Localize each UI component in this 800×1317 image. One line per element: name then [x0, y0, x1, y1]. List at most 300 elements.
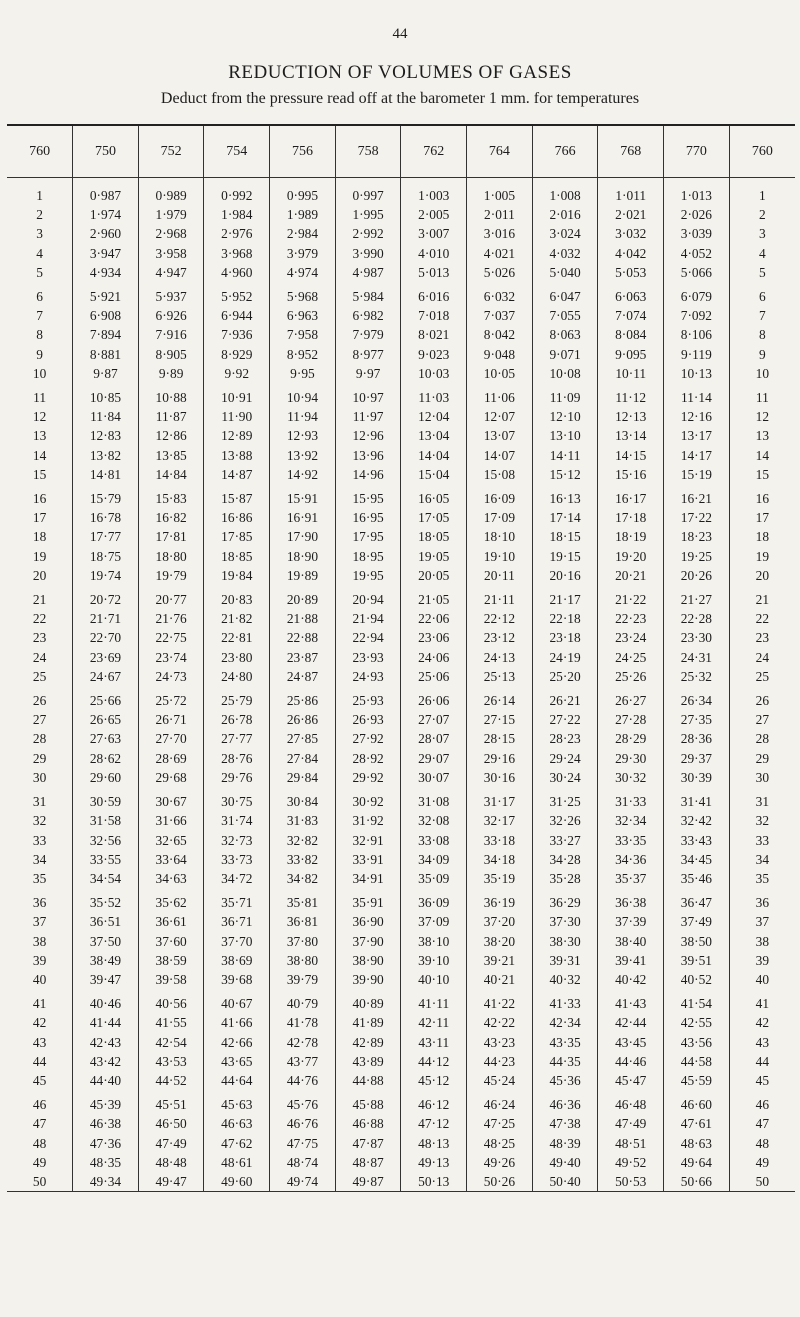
table-cell: 20·26: [664, 566, 730, 585]
table-cell: 8·929: [204, 345, 270, 364]
table-cell: 2·984: [270, 224, 336, 243]
table-row: [7, 729, 795, 748]
row-label-cell: 28: [729, 729, 795, 748]
table-cell: 23·93: [335, 648, 401, 667]
table-cell: 19·95: [335, 566, 401, 585]
table-cell: 41·22: [467, 989, 533, 1013]
table-cell: 44·23: [467, 1052, 533, 1071]
table-cell: 21·76: [138, 609, 204, 628]
table-cell: 23·12: [467, 628, 533, 647]
table-cell: 34·63: [138, 869, 204, 888]
table-cell: 40·42: [598, 970, 664, 989]
table-cell: 39·79: [270, 970, 336, 989]
row-label-cell: 37: [729, 912, 795, 931]
table-row: [7, 787, 795, 811]
table-cell: 30·39: [664, 768, 730, 787]
table-cell: 17·22: [664, 508, 730, 527]
row-label-cell: 42: [32, 1015, 47, 1031]
table-cell: 35·71: [204, 888, 270, 912]
table-cell: 45·76: [270, 1090, 336, 1114]
row-label-cell: 50: [729, 1172, 795, 1192]
table-cell: 20·05: [401, 566, 467, 585]
table-cell: 17·09: [467, 508, 533, 527]
table-cell: 50·53: [598, 1172, 664, 1192]
table-cell: 19·20: [598, 547, 664, 566]
table-cell: 19·74: [73, 566, 139, 585]
table-cell: 47·61: [664, 1114, 730, 1133]
table-cell: 16·95: [335, 508, 401, 527]
row-label-cell: 13: [729, 426, 795, 445]
page-number: 44: [392, 26, 408, 42]
table-cell: 29·92: [335, 768, 401, 787]
table-cell: 24·13: [467, 648, 533, 667]
table-cell: 15·12: [532, 465, 598, 484]
table-cell: 22·12: [467, 609, 533, 628]
column-header: 768: [598, 125, 664, 178]
row-label-cell: 7: [36, 308, 43, 324]
table-cell: 47·25: [467, 1114, 533, 1133]
table-cell: 34·54: [73, 869, 139, 888]
row-label-cell: 16: [32, 491, 47, 507]
table-cell: 36·19: [467, 888, 533, 912]
table-cell: 32·65: [138, 831, 204, 850]
table-cell: 23·74: [138, 648, 204, 667]
table-cell: 31·74: [204, 811, 270, 830]
table-cell: 6·963: [270, 306, 336, 325]
column-header: 752: [138, 125, 204, 178]
table-row: [7, 951, 795, 970]
column-header: 756: [270, 125, 336, 178]
table-cell: 2·960: [73, 224, 139, 243]
table-cell: 43·35: [532, 1033, 598, 1052]
table-cell: 8·977: [335, 345, 401, 364]
table-cell: 7·074: [598, 306, 664, 325]
table-cell: 39·58: [138, 970, 204, 989]
table-cell: 46·48: [598, 1090, 664, 1114]
row-label-cell: 33: [729, 831, 795, 850]
table-cell: 11·06: [467, 383, 533, 407]
table-cell: 19·84: [204, 566, 270, 585]
table-cell: 2·021: [598, 205, 664, 224]
table-cell: 6·032: [467, 282, 533, 306]
table-cell: 32·91: [335, 831, 401, 850]
row-label-cell: 3: [36, 226, 43, 242]
table-cell: 24·67: [73, 667, 139, 686]
table-cell: 27·28: [598, 710, 664, 729]
header-row: [7, 125, 795, 178]
table-cell: 41·33: [532, 989, 598, 1013]
row-label-cell: 2: [36, 207, 43, 223]
row-label-cell: 6: [36, 289, 43, 305]
table-cell: 35·37: [598, 869, 664, 888]
table-cell: 20·11: [467, 566, 533, 585]
table-cell: 28·92: [335, 749, 401, 768]
table-cell: 0·997: [335, 178, 401, 206]
table-cell: 10·97: [335, 383, 401, 407]
table-cell: 19·10: [467, 547, 533, 566]
row-label-cell: 1: [729, 178, 795, 206]
table-cell: 12·89: [204, 426, 270, 445]
table-cell: 49·64: [664, 1153, 730, 1172]
table-cell: 48·63: [664, 1134, 730, 1153]
table-row: [7, 263, 795, 282]
table-cell: 8·881: [73, 345, 139, 364]
row-label-cell: 29: [32, 750, 47, 766]
table-cell: 9·095: [598, 345, 664, 364]
table-cell: 9·89: [138, 364, 204, 383]
table-cell: 14·87: [204, 465, 270, 484]
table-cell: 2·968: [138, 224, 204, 243]
table-cell: 18·05: [401, 527, 467, 546]
table-cell: 16·91: [270, 508, 336, 527]
table-row: [7, 1033, 795, 1052]
table-cell: 39·47: [73, 970, 139, 989]
table-cell: 4·947: [138, 263, 204, 282]
row-label-cell: 16: [729, 484, 795, 508]
table-cell: 36·47: [664, 888, 730, 912]
table-cell: 47·62: [204, 1134, 270, 1153]
table-cell: 22·75: [138, 628, 204, 647]
table-cell: 38·20: [467, 932, 533, 951]
table-cell: 15·08: [467, 465, 533, 484]
table-cell: 35·81: [270, 888, 336, 912]
table-row: [7, 667, 795, 686]
table-cell: 43·11: [401, 1033, 467, 1052]
table-cell: 1·011: [598, 178, 664, 206]
table-cell: 27·63: [73, 729, 139, 748]
table-cell: 16·21: [664, 484, 730, 508]
table-cell: 48·51: [598, 1134, 664, 1153]
column-header: 760: [7, 125, 73, 178]
table-row: [7, 1134, 795, 1153]
table-cell: 38·90: [335, 951, 401, 970]
table-cell: 15·95: [335, 484, 401, 508]
table-cell: 43·42: [73, 1052, 139, 1071]
table-cell: 3·968: [204, 244, 270, 263]
table-cell: 35·19: [467, 869, 533, 888]
table-cell: 18·85: [204, 547, 270, 566]
table-cell: 11·87: [138, 407, 204, 426]
table-cell: 3·947: [73, 244, 139, 263]
table-cell: 14·07: [467, 446, 533, 465]
table-cell: 30·24: [532, 768, 598, 787]
table-cell: 1·003: [401, 178, 467, 206]
table-cell: 10·94: [270, 383, 336, 407]
row-label-cell: 37: [32, 914, 47, 930]
table-cell: 22·70: [73, 628, 139, 647]
table-cell: 48·39: [532, 1134, 598, 1153]
table-cell: 12·93: [270, 426, 336, 445]
table-cell: 49·60: [204, 1172, 270, 1192]
table-cell: 33·73: [204, 850, 270, 869]
table-cell: 11·12: [598, 383, 664, 407]
table-cell: 46·88: [335, 1114, 401, 1133]
table-cell: 8·905: [138, 345, 204, 364]
table-cell: 14·11: [532, 446, 598, 465]
table-row: [7, 850, 795, 869]
table-cell: 5·952: [204, 282, 270, 306]
row-label-cell: 28: [32, 731, 47, 747]
table-cell: 39·31: [532, 951, 598, 970]
table-cell: 21·82: [204, 609, 270, 628]
table-cell: 11·90: [204, 407, 270, 426]
table-row: [7, 527, 795, 546]
table-header: [7, 125, 795, 178]
row-label-cell: 10: [729, 364, 795, 383]
reduction-table: [7, 124, 795, 1192]
table-cell: 29·37: [664, 749, 730, 768]
table-row: [7, 345, 795, 364]
table-cell: 18·80: [138, 547, 204, 566]
table-row: [7, 831, 795, 850]
row-label-cell: 44: [729, 1052, 795, 1071]
row-label-cell: 17: [729, 508, 795, 527]
table-cell: 45·51: [138, 1090, 204, 1114]
table-cell: 11·97: [335, 407, 401, 426]
table-cell: 25·13: [467, 667, 533, 686]
table-cell: 28·23: [532, 729, 598, 748]
table-cell: 37·90: [335, 932, 401, 951]
table-cell: 19·79: [138, 566, 204, 585]
table-cell: 24·19: [532, 648, 598, 667]
table-cell: 26·71: [138, 710, 204, 729]
table-cell: 46·50: [138, 1114, 204, 1133]
table-cell: 1·984: [204, 205, 270, 224]
column-header: 760: [729, 125, 795, 178]
table-cell: 7·979: [335, 325, 401, 344]
row-label-cell: 30: [32, 769, 47, 785]
table-cell: 23·06: [401, 628, 467, 647]
table-cell: 47·12: [401, 1114, 467, 1133]
table-cell: 41·11: [401, 989, 467, 1013]
row-label-cell: 21: [32, 592, 47, 608]
table-cell: 5·040: [532, 263, 598, 282]
row-label-cell: 10: [32, 365, 47, 381]
table-cell: 43·23: [467, 1033, 533, 1052]
table-cell: 44·76: [270, 1071, 336, 1090]
table-cell: 30·07: [401, 768, 467, 787]
table-cell: 21·22: [598, 585, 664, 609]
table-cell: 31·66: [138, 811, 204, 830]
table-cell: 14·04: [401, 446, 467, 465]
table-cell: 23·30: [664, 628, 730, 647]
table-cell: 14·96: [335, 465, 401, 484]
table-cell: 16·82: [138, 508, 204, 527]
table-cell: 34·45: [664, 850, 730, 869]
row-label-cell: 7: [729, 306, 795, 325]
row-label-cell: 3: [729, 224, 795, 243]
table-cell: 20·77: [138, 585, 204, 609]
table-cell: 5·026: [467, 263, 533, 282]
table-cell: 10·91: [204, 383, 270, 407]
table-cell: 1·005: [467, 178, 533, 206]
row-label-cell: 49: [729, 1153, 795, 1172]
table-cell: 49·52: [598, 1153, 664, 1172]
table-cell: 16·17: [598, 484, 664, 508]
table-row: [7, 609, 795, 628]
table-cell: 22·23: [598, 609, 664, 628]
row-label-cell: 42: [729, 1013, 795, 1032]
table-row: [7, 306, 795, 325]
table-cell: 7·936: [204, 325, 270, 344]
table-cell: 11·84: [73, 407, 139, 426]
table-cell: 42·78: [270, 1033, 336, 1052]
table-cell: 46·60: [664, 1090, 730, 1114]
table-cell: 18·19: [598, 527, 664, 546]
table-cell: 18·23: [664, 527, 730, 546]
table-cell: 10·05: [467, 364, 533, 383]
table-cell: 49·74: [270, 1172, 336, 1192]
table-cell: 30·92: [335, 787, 401, 811]
table-cell: 30·16: [467, 768, 533, 787]
table-cell: 33·35: [598, 831, 664, 850]
table-cell: 20·16: [532, 566, 598, 585]
table-cell: 24·06: [401, 648, 467, 667]
row-label-cell: 5: [729, 263, 795, 282]
table-cell: 13·92: [270, 446, 336, 465]
table-cell: 44·12: [401, 1052, 467, 1071]
table-cell: 15·83: [138, 484, 204, 508]
table-cell: 34·09: [401, 850, 467, 869]
table-cell: 11·03: [401, 383, 467, 407]
row-label-cell: 40: [729, 970, 795, 989]
table-cell: 44·46: [598, 1052, 664, 1071]
table-cell: 13·04: [401, 426, 467, 445]
table-row: [7, 446, 795, 465]
table-cell: 49·87: [335, 1172, 401, 1192]
table-cell: 29·07: [401, 749, 467, 768]
table-cell: 3·958: [138, 244, 204, 263]
table-cell: 30·67: [138, 787, 204, 811]
table-cell: 25·20: [532, 667, 598, 686]
table-cell: 26·14: [467, 686, 533, 710]
row-label-cell: 47: [729, 1114, 795, 1133]
table-cell: 32·26: [532, 811, 598, 830]
table-cell: 4·042: [598, 244, 664, 263]
row-label-cell: 48: [32, 1135, 47, 1151]
table-cell: 9·071: [532, 345, 598, 364]
table-cell: 18·75: [73, 547, 139, 566]
table-cell: 40·89: [335, 989, 401, 1013]
table-cell: 39·21: [467, 951, 533, 970]
table-cell: 43·45: [598, 1033, 664, 1052]
row-label-cell: 20: [32, 567, 47, 583]
table-cell: 6·079: [664, 282, 730, 306]
table-cell: 3·016: [467, 224, 533, 243]
table-row: [7, 407, 795, 426]
table-cell: 21·05: [401, 585, 467, 609]
table-cell: 1·995: [335, 205, 401, 224]
table-cell: 16·86: [204, 508, 270, 527]
table-cell: 15·16: [598, 465, 664, 484]
table-cell: 47·49: [138, 1134, 204, 1153]
table-cell: 28·62: [73, 749, 139, 768]
table-cell: 40·52: [664, 970, 730, 989]
table-cell: 36·90: [335, 912, 401, 931]
row-label-cell: 41: [729, 989, 795, 1013]
table-row: [7, 508, 795, 527]
table-cell: 4·960: [204, 263, 270, 282]
table-cell: 48·25: [467, 1134, 533, 1153]
row-label-cell: 14: [729, 446, 795, 465]
table-cell: 10·88: [138, 383, 204, 407]
table-cell: 17·18: [598, 508, 664, 527]
table-cell: 44·58: [664, 1052, 730, 1071]
table-row: [7, 989, 795, 1013]
table-cell: 6·047: [532, 282, 598, 306]
table-cell: 27·77: [204, 729, 270, 748]
table-cell: 48·13: [401, 1134, 467, 1153]
row-label-cell: 20: [729, 566, 795, 585]
table-cell: 42·44: [598, 1013, 664, 1032]
table-cell: 39·51: [664, 951, 730, 970]
table-cell: 37·49: [664, 912, 730, 931]
table-cell: 30·84: [270, 787, 336, 811]
row-label-cell: 26: [729, 686, 795, 710]
row-label-cell: 49: [32, 1154, 47, 1170]
table-cell: 5·053: [598, 263, 664, 282]
table-cell: 48·74: [270, 1153, 336, 1172]
table-cell: 7·055: [532, 306, 598, 325]
table-cell: 27·07: [401, 710, 467, 729]
row-label-cell: 22: [32, 611, 47, 627]
table-cell: 5·984: [335, 282, 401, 306]
table-cell: 21·71: [73, 609, 139, 628]
table-row: [7, 484, 795, 508]
table-cell: 15·87: [204, 484, 270, 508]
table-row: [7, 364, 795, 383]
table-cell: 18·90: [270, 547, 336, 566]
row-label-cell: 43: [32, 1034, 47, 1050]
table-row: [7, 325, 795, 344]
table-row: [7, 224, 795, 243]
table-cell: 17·95: [335, 527, 401, 546]
table-cell: 24·87: [270, 667, 336, 686]
table-row: [7, 383, 795, 407]
table-cell: 32·82: [270, 831, 336, 850]
table-cell: 14·92: [270, 465, 336, 484]
table-cell: 13·96: [335, 446, 401, 465]
table-cell: 20·83: [204, 585, 270, 609]
table-cell: 8·084: [598, 325, 664, 344]
table-cell: 35·52: [73, 888, 139, 912]
table-cell: 8·106: [664, 325, 730, 344]
table-cell: 42·22: [467, 1013, 533, 1032]
table-cell: 1·008: [532, 178, 598, 206]
table-cell: 28·15: [467, 729, 533, 748]
table-cell: 28·76: [204, 749, 270, 768]
table-cell: 41·44: [73, 1013, 139, 1032]
table-cell: 9·97: [335, 364, 401, 383]
table-cell: 34·82: [270, 869, 336, 888]
table-cell: 45·63: [204, 1090, 270, 1114]
table-cell: 40·46: [73, 989, 139, 1013]
row-label-cell: 24: [32, 649, 47, 665]
row-label-cell: 11: [33, 390, 47, 406]
table-cell: 39·90: [335, 970, 401, 989]
table-cell: 33·08: [401, 831, 467, 850]
row-label-cell: 23: [32, 630, 47, 646]
table-cell: 7·037: [467, 306, 533, 325]
row-label-cell: 2: [729, 205, 795, 224]
row-label-cell: 25: [729, 667, 795, 686]
table-row: [7, 970, 795, 989]
table-cell: 31·92: [335, 811, 401, 830]
table-cell: 9·023: [401, 345, 467, 364]
table-cell: 3·990: [335, 244, 401, 263]
table-cell: 43·65: [204, 1052, 270, 1071]
table-cell: 42·11: [401, 1013, 467, 1032]
